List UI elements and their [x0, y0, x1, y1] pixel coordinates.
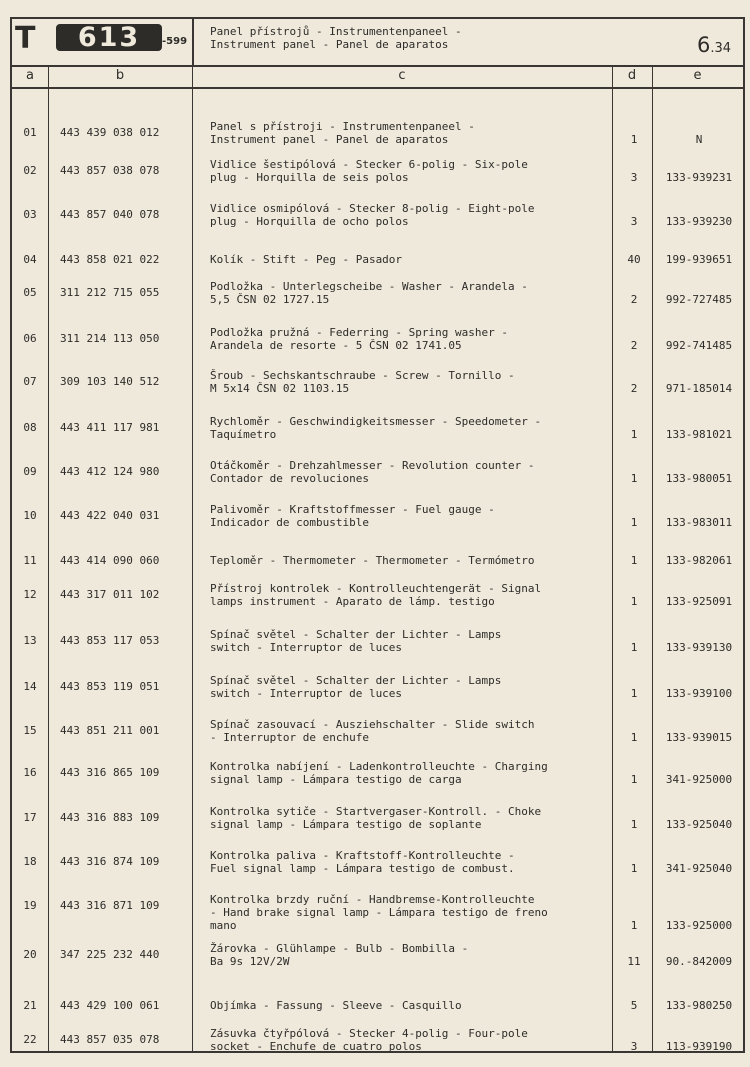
quantity: 1 — [630, 641, 638, 654]
part-description: Taquímetro — [210, 428, 277, 441]
part-description: Spínač zasouvací - Ausziehschalter - Slide switch — [210, 718, 535, 731]
quantity: 1 — [630, 133, 638, 146]
item-position: 14 — [23, 680, 37, 693]
part-description: Vidlice osmipólová - Stecker 8-polig - Eight-pole — [210, 202, 535, 215]
table-row — [12, 280, 743, 320]
table-row — [12, 849, 743, 889]
part-number: 443 411 117 981 — [60, 421, 160, 434]
part-description: Arandela de resorte - 5 ČSN 02 1741.05 — [210, 339, 462, 352]
catalog-code: 992-727485 — [665, 293, 733, 306]
part-description: - Interruptor de enchufe — [210, 731, 369, 744]
catalog-code: 971-185014 — [665, 382, 733, 395]
quantity: 2 — [630, 293, 638, 306]
catalog-code: 341-925040 — [665, 862, 733, 875]
table-row — [12, 760, 743, 800]
part-description: Indicador de combustible — [210, 516, 369, 529]
title-line-1: Panel přístrojů - Instrumentenpaneel - — [210, 25, 462, 38]
part-description: Fuel signal lamp - Lámpara testigo de combust. — [210, 862, 515, 875]
part-description: socket - Enchufe de cuatro polos — [210, 1040, 422, 1053]
part-number: 443 412 124 980 — [60, 465, 160, 478]
item-position: 20 — [23, 948, 37, 961]
catalog-code: 133-925000 — [665, 919, 733, 932]
quantity: 1 — [630, 862, 638, 875]
part-description: switch - Interruptor de luces — [210, 687, 403, 700]
quantity: 1 — [630, 516, 638, 529]
item-position: 10 — [23, 509, 37, 522]
table-row — [12, 628, 743, 668]
part-number: 443 422 040 031 — [60, 509, 160, 522]
item-position: 13 — [23, 634, 37, 647]
part-description: 5,5 ČSN 02 1727.15 — [210, 293, 330, 306]
part-description: plug - Horquilla de seis polos — [210, 171, 409, 184]
catalog-code: 133-925091 — [665, 595, 733, 608]
logo — [12, 19, 194, 65]
table-row — [12, 1027, 743, 1067]
quantity: 1 — [630, 687, 638, 700]
part-description: Kontrolka nabíjení - Ladenkontrolleuchte - Charging — [210, 760, 548, 773]
catalog-code: 133-980250 — [665, 999, 733, 1012]
part-description: Instrument panel - Panel de aparatos — [210, 133, 449, 146]
catalog-code: 133-939100 — [665, 687, 733, 700]
part-description: Žárovka - Glühlampe - Bulb - Bombilla - — [210, 942, 469, 955]
column-header-b: b — [115, 68, 125, 83]
table-row — [12, 805, 743, 845]
table-row — [12, 326, 743, 366]
column-header-a: a — [26, 68, 34, 83]
part-number: 443 414 090 060 — [60, 554, 160, 567]
page-number-minor: .34 — [710, 41, 731, 56]
catalog-code: 133-981021 — [665, 428, 733, 441]
catalog-code: 992-741485 — [665, 339, 733, 352]
item-position: 06 — [23, 332, 37, 345]
quantity: 40 — [627, 253, 641, 266]
column-header-d: d — [627, 68, 637, 83]
part-description: Přístroj kontrolek - Kontrolleuchtengerät - Signal — [210, 582, 542, 595]
part-number: 443 857 040 078 — [60, 208, 160, 221]
quantity: 1 — [630, 554, 638, 567]
quantity: 3 — [630, 171, 638, 184]
table-row — [12, 893, 743, 933]
page-header — [12, 19, 743, 67]
catalog-code: 90.-842009 — [665, 955, 733, 968]
item-position: 11 — [23, 554, 37, 567]
part-description: mano — [210, 919, 237, 932]
table-row — [12, 459, 743, 499]
item-position: 08 — [23, 421, 37, 434]
part-number: 443 853 117 053 — [60, 634, 160, 647]
part-description: Otáčkoměr - Drehzahlmesser - Revolution counter - — [210, 459, 535, 472]
part-number: 311 212 715 055 — [60, 286, 160, 299]
part-description: Objímka - Fassung - Sleeve - Casquillo — [210, 999, 462, 1012]
parts-sheet — [10, 17, 745, 1053]
part-description: Zásuvka čtyřpólová - Stecker 4-polig - Four-pole — [210, 1027, 528, 1040]
page-number — [697, 33, 731, 57]
quantity: 1 — [630, 731, 638, 744]
item-position: 04 — [23, 253, 37, 266]
part-description: Palivoměr - Kraftstoffmesser - Fuel gauge - — [210, 503, 495, 516]
part-number: 443 316 874 109 — [60, 855, 160, 868]
table-row — [12, 942, 743, 982]
part-number: 443 429 100 061 — [60, 999, 160, 1012]
table-row — [12, 582, 743, 622]
quantity: 1 — [630, 919, 638, 932]
item-position: 22 — [23, 1033, 37, 1046]
part-description: signal lamp - Lámpara testigo de carga — [210, 773, 462, 786]
catalog-code: 133-980051 — [665, 472, 733, 485]
parts-table-body — [12, 87, 743, 1051]
quantity: 1 — [630, 818, 638, 831]
part-description: Panel s přístroji - Instrumentenpaneel - — [210, 120, 475, 133]
table-row — [12, 415, 743, 455]
catalog-code: N — [695, 133, 703, 146]
part-description: - Hand brake signal lamp - Lámpara testigo de freno — [210, 906, 548, 919]
item-position: 15 — [23, 724, 37, 737]
part-number: 443 853 119 051 — [60, 680, 160, 693]
page-number-major: 6 — [696, 33, 711, 57]
item-position: 01 — [23, 126, 37, 139]
quantity: 1 — [630, 428, 638, 441]
column-header-c: c — [398, 68, 406, 83]
quantity: 3 — [630, 215, 638, 228]
part-description: plug - Horquilla de ocho polos — [210, 215, 409, 228]
part-description: Podložka - Unterlegscheibe - Washer - Arandela - — [210, 280, 528, 293]
part-description: Rychloměr - Geschwindigkeitsmesser - Speedometer - — [210, 415, 542, 428]
table-row — [12, 202, 743, 242]
part-description: Contador de revoluciones — [210, 472, 369, 485]
catalog-code: 133-939130 — [665, 641, 733, 654]
catalog-code: 133-939231 — [665, 171, 733, 184]
quantity: 5 — [630, 999, 638, 1012]
item-position: 17 — [23, 811, 37, 824]
item-position: 19 — [23, 899, 37, 912]
part-description: Kontrolka paliva - Kraftstoff-Kontrolleuchte - — [210, 849, 515, 862]
part-description: Podložka pružná - Federring - Spring washer - — [210, 326, 509, 339]
catalog-code: 133-982061 — [665, 554, 733, 567]
item-position: 12 — [23, 588, 37, 601]
title-line-2: Instrument panel - Panel de aparatos — [210, 38, 449, 51]
part-description: signal lamp - Lámpara testigo de soplante — [210, 818, 482, 831]
catalog-code: 113-939190 — [665, 1040, 733, 1053]
item-position: 03 — [23, 208, 37, 221]
part-number: 309 103 140 512 — [60, 375, 160, 388]
page-title — [210, 25, 462, 51]
logo-letter: T — [15, 21, 36, 56]
quantity: 11 — [627, 955, 641, 968]
part-description: Spínač světel - Schalter der Lichter - Lamps — [210, 674, 502, 687]
item-position: 18 — [23, 855, 37, 868]
item-position: 16 — [23, 766, 37, 779]
table-row — [12, 718, 743, 758]
part-description: Teploměr - Thermometer - Thermometer - Termómetro — [210, 554, 535, 567]
table-row — [12, 674, 743, 714]
quantity: 3 — [630, 1040, 638, 1053]
table-row — [12, 120, 743, 160]
table-row — [12, 503, 743, 543]
part-description: Šroub - Sechskantschraube - Screw - Tornillo - — [210, 369, 515, 382]
catalog-code: 133-983011 — [665, 516, 733, 529]
table-row — [12, 158, 743, 198]
part-number: 443 439 038 012 — [60, 126, 160, 139]
part-description: Kontrolka sytiče - Startvergaser-Kontroll. - Choke — [210, 805, 542, 818]
part-description: Spínač světel - Schalter der Lichter - Lamps — [210, 628, 502, 641]
logo-model-number: 613 — [56, 24, 162, 51]
item-position: 05 — [23, 286, 37, 299]
quantity: 1 — [630, 472, 638, 485]
part-number: 443 858 021 022 — [60, 253, 160, 266]
part-number: 443 316 883 109 — [60, 811, 160, 824]
quantity: 1 — [630, 595, 638, 608]
part-number: 443 857 038 078 — [60, 164, 160, 177]
quantity: 1 — [630, 773, 638, 786]
part-description: Kolík - Stift - Peg - Pasador — [210, 253, 403, 266]
part-description: lamps instrument - Aparato de lámp. testigo — [210, 595, 495, 608]
item-position: 02 — [23, 164, 37, 177]
part-number: 443 316 871 109 — [60, 899, 160, 912]
item-position: 21 — [23, 999, 37, 1012]
part-number: 443 857 035 078 — [60, 1033, 160, 1046]
column-header-row — [12, 65, 743, 89]
quantity: 2 — [630, 339, 638, 352]
part-description: Ba 9s 12V/2W — [210, 955, 290, 968]
catalog-code: 133-925040 — [665, 818, 733, 831]
part-description: switch - Interruptor de luces — [210, 641, 403, 654]
catalog-code: 199-939651 — [665, 253, 733, 266]
part-description: M 5x14 ČSN 02 1103.15 — [210, 382, 350, 395]
item-position: 07 — [23, 375, 37, 388]
catalog-code: 133-939230 — [665, 215, 733, 228]
part-number: 311 214 113 050 — [60, 332, 160, 345]
logo-variant: -599 — [162, 36, 188, 47]
part-number: 443 316 865 109 — [60, 766, 160, 779]
quantity: 2 — [630, 382, 638, 395]
catalog-code: 341-925000 — [665, 773, 733, 786]
part-description: Kontrolka brzdy ruční - Handbremse-Kontrolleuchte — [210, 893, 535, 906]
catalog-code: 133-939015 — [665, 731, 733, 744]
part-number: 347 225 232 440 — [60, 948, 160, 961]
column-header-e: e — [693, 68, 702, 83]
part-description: Vidlice šestipólová - Stecker 6-polig - Six-pole — [210, 158, 528, 171]
part-number: 443 317 011 102 — [60, 588, 160, 601]
item-position: 09 — [23, 465, 37, 478]
table-row — [12, 369, 743, 409]
part-number: 443 851 211 001 — [60, 724, 160, 737]
